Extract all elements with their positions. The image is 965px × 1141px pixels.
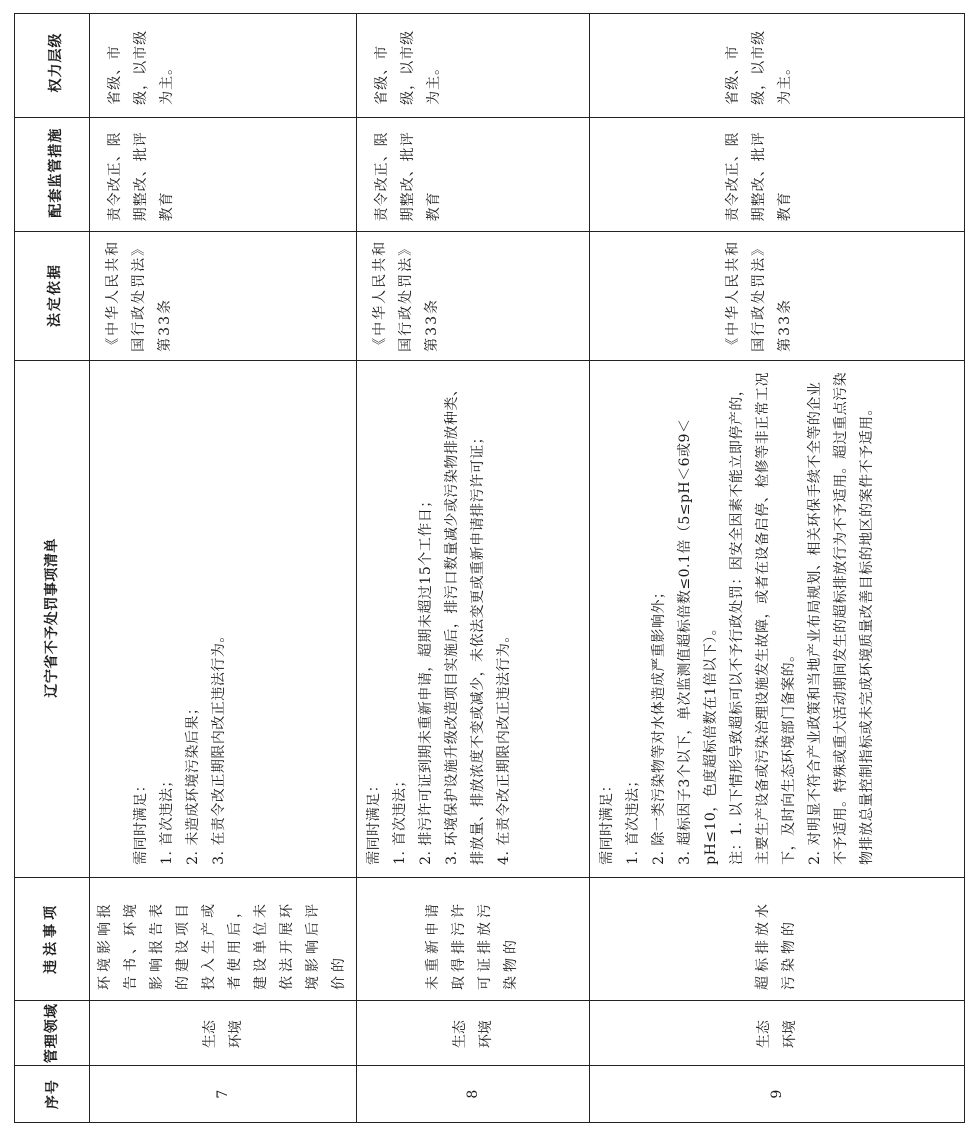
penalty-exemption-table bbox=[14, 13, 965, 1123]
condition-line: 1. 首次违法； bbox=[392, 773, 408, 865]
condition-line: 4. 在责令改正期限内改正违法行为。 bbox=[496, 628, 512, 865]
condition-line: 3. 超标因子3个以下，单次监测值超标倍数≤0.1倍（5≤pH＜6或9＜pH≤10，色度超标倍数在1倍以下）。 bbox=[677, 418, 719, 865]
condition-line: 3. 环境保护设施升级改造项目实施后，排污口数量减少或污染物排放种类、排放量、排放浓度不变或减少，未依法变更或重新申请排污许可证； bbox=[444, 381, 486, 865]
header-area: 管理领域 bbox=[15, 1000, 90, 1065]
table-row bbox=[357, 14, 590, 1123]
row-level: 省级、市级，以市级为主。 bbox=[590, 14, 965, 118]
row-conditions bbox=[90, 360, 357, 877]
condition-note: 2. 对明显不符合产业政策和当地产业布局规划、相关环保手续不全等的企业不予适用。特殊或重大活动期间发生的超标排放行为不予适用。超过重点污染物排放总量控制指标或未完成环境质量改善目标的地区的案件不予适用。 bbox=[807, 371, 875, 865]
condition-line: 3. 在责令改正期限内改正违法行为。 bbox=[211, 628, 227, 865]
row-measures: 责令改正、限期整改、批评教育 bbox=[357, 117, 590, 232]
condition-line: 2. 除一类污染物等对水体造成严重影响外； bbox=[651, 584, 667, 865]
row-level: 省级、市级，以市级为主。 bbox=[90, 14, 357, 118]
table-row bbox=[590, 14, 965, 1123]
condition-line: 2. 排污许可证到期未重新申请，超期未超过15个工作日； bbox=[418, 493, 434, 865]
row-basis: 《中华人民共和国行政处罚法》第33条 bbox=[90, 232, 357, 360]
header-basis: 法定依据 bbox=[15, 232, 90, 360]
row-measures: 责令改正、限期整改、批评教育 bbox=[590, 117, 965, 232]
row-number: 9 bbox=[590, 1066, 965, 1123]
row-item: 未重新申请取得排污许可证排放污染物的 bbox=[357, 877, 590, 1000]
row-item: 超标排放水污染物的 bbox=[590, 877, 965, 1000]
header-measures: 配套监管措施 bbox=[15, 117, 90, 232]
header-level: 权力层级 bbox=[15, 14, 90, 118]
condition-line: 2. 未造成环境污染后果； bbox=[185, 700, 201, 865]
row-conditions bbox=[357, 360, 590, 877]
row-basis: 《中华人民共和国行政处罚法》第33条 bbox=[590, 232, 965, 360]
condition-line: 需同时满足： bbox=[133, 777, 149, 865]
row-number: 8 bbox=[357, 1066, 590, 1123]
row-number: 7 bbox=[90, 1066, 357, 1123]
condition-line: 1. 首次违法； bbox=[625, 773, 641, 865]
row-area: 生态环境 bbox=[756, 1020, 798, 1049]
condition-note: 注：1. 以下情形导致超标可以不予行政处罚：因安全因素不能立即停产的，主要生产设备或污染治理设施发生故障，或者在设备启停、检修等非正常工况下，及时向生态环境部门备案的。 bbox=[729, 371, 797, 865]
header-no: 序号 bbox=[15, 1066, 90, 1123]
row-area: 生态环境 bbox=[452, 1020, 494, 1049]
row-level: 省级、市级，以市级为主。 bbox=[357, 14, 590, 118]
table-title: 辽宁省不予处罚事项清单 bbox=[15, 360, 90, 877]
row-measures: 责令改正、限期整改、批评教育 bbox=[90, 117, 357, 232]
condition-line: 1. 首次违法； bbox=[159, 773, 175, 865]
row-basis: 《中华人民共和国行政处罚法》第33条 bbox=[357, 232, 590, 360]
header-item: 违法事项 bbox=[15, 877, 90, 1000]
table-row bbox=[90, 14, 357, 1123]
row-item: 环境影响报告书、环境影响报告表的建设项目投入生产或者使用后，建设单位未依法开展环境影响后评价的 bbox=[90, 877, 357, 1000]
condition-line: 需同时满足： bbox=[599, 777, 615, 865]
condition-line: 需同时满足： bbox=[366, 777, 382, 865]
row-conditions bbox=[590, 360, 965, 877]
row-area: 生态环境 bbox=[202, 1020, 244, 1049]
